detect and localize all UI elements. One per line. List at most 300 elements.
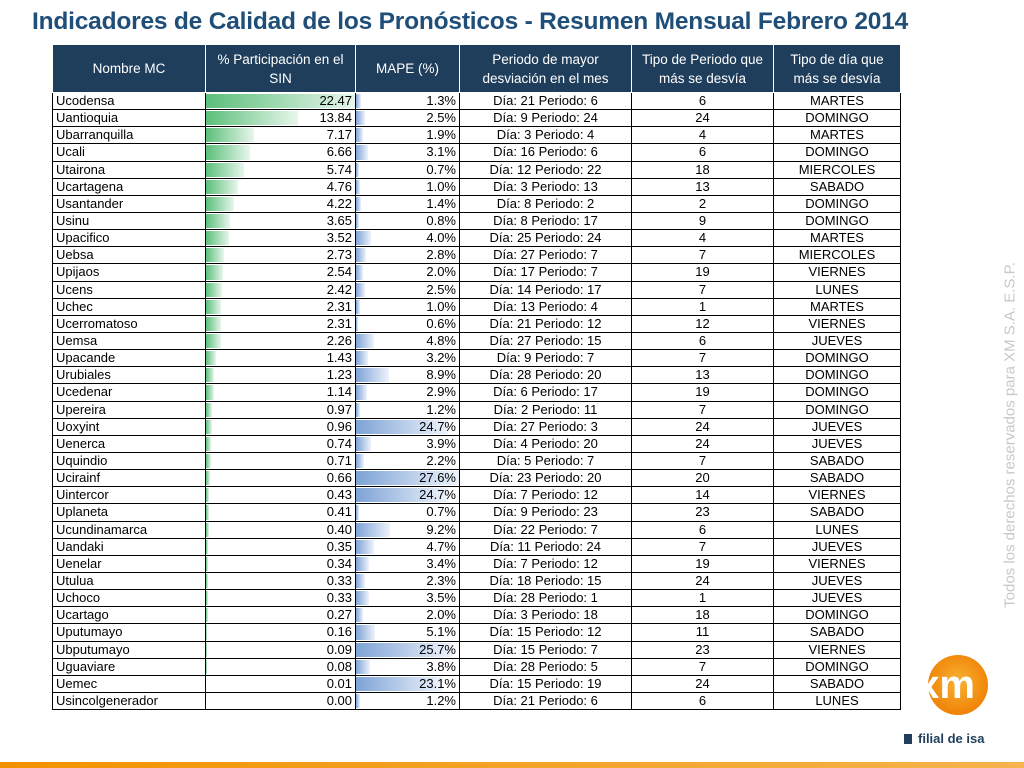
cell-mape-value: 2.9% [426,384,456,400]
table-row [53,298,901,315]
cell-mape-value: 2.0% [426,264,456,280]
participation-databar [206,334,221,348]
cell-periodo: Día: 21 Periodo: 6 [460,692,632,709]
cell-participacion-value: 0.00 [326,692,352,708]
participation-databar [206,437,211,451]
cell-tipo-periodo: 2 [632,195,774,212]
cell-participacion-value: 7.17 [326,127,352,143]
cell-participacion-value: 1.23 [326,367,352,383]
cell-participacion [206,212,356,229]
table-row [53,178,901,195]
cell-participacion-value: 0.41 [326,504,352,520]
table-row [53,572,901,589]
cell-tipo-periodo: 6 [632,93,774,110]
mape-databar [356,180,360,194]
cell-nombre-mc: Ubarranquilla [53,127,206,144]
mape-databar [356,231,371,245]
header-periodo-desviacion[interactable]: Periodo de mayor desviación en el mes [460,45,632,93]
cell-periodo: Día: 2 Periodo: 11 [460,401,632,418]
cell-mape [356,521,460,538]
cell-mape [356,692,460,709]
participation-databar [206,180,238,194]
participation-databar [206,128,254,142]
cell-participacion-value: 0.16 [326,624,352,640]
cell-periodo: Día: 8 Periodo: 2 [460,195,632,212]
cell-tipo-periodo: 19 [632,555,774,572]
participation-databar [206,625,207,639]
cell-periodo: Día: 28 Periodo: 5 [460,658,632,675]
table-body [53,93,901,710]
cell-mape-value: 24.7% [419,418,456,434]
mape-databar [356,557,369,571]
cell-participacion [206,658,356,675]
cell-tipo-periodo: 18 [632,607,774,624]
cell-participacion [206,692,356,709]
cell-mape [356,281,460,298]
mape-databar [356,145,368,159]
table-row [53,487,901,504]
participation-databar [206,351,216,365]
cell-mape [356,538,460,555]
header-tipo-periodo[interactable]: Tipo de Periodo que más se desvía [632,45,774,93]
participation-databar [206,591,208,605]
cell-mape [356,384,460,401]
cell-tipo-periodo: 14 [632,487,774,504]
cell-periodo: Día: 27 Periodo: 3 [460,418,632,435]
cell-mape [356,350,460,367]
cell-periodo: Día: 7 Periodo: 12 [460,487,632,504]
cell-mape [356,624,460,641]
table-row [53,641,901,658]
cell-nombre-mc: Upijaos [53,264,206,281]
logo-text: xm [917,663,975,707]
cell-participacion-value: 2.31 [326,315,352,331]
cell-participacion-value: 2.26 [326,333,352,349]
cell-tipo-dia: SABADO [774,624,901,641]
cell-nombre-mc: Usincolgenerador [53,692,206,709]
table-row [53,212,901,229]
cell-participacion-value: 0.35 [326,538,352,554]
cell-participacion [206,470,356,487]
cell-participacion-value: 4.22 [326,195,352,211]
participation-databar [206,505,209,519]
cell-mape [356,487,460,504]
cell-mape [356,435,460,452]
cell-mape-value: 3.4% [426,555,456,571]
mape-databar [356,128,363,142]
cell-mape [356,504,460,521]
participation-databar [206,540,208,554]
cell-participacion [206,521,356,538]
cell-nombre-mc: Upacifico [53,230,206,247]
table-row [53,350,901,367]
cell-mape [356,212,460,229]
cell-participacion [206,281,356,298]
participation-databar [206,300,221,314]
participation-databar [206,643,207,657]
cell-nombre-mc: Uplaneta [53,504,206,521]
cell-mape [356,127,460,144]
participation-databar [206,420,212,434]
cell-nombre-mc: Ucartago [53,607,206,624]
cell-periodo: Día: 9 Periodo: 23 [460,504,632,521]
cell-nombre-mc: Urubiales [53,367,206,384]
cell-nombre-mc: Ucodensa [53,93,206,110]
cell-mape [356,658,460,675]
cell-mape-value: 0.8% [426,213,456,229]
xm-logo [902,654,990,716]
cell-mape [356,247,460,264]
cell-periodo: Día: 12 Periodo: 22 [460,161,632,178]
cell-periodo: Día: 5 Periodo: 7 [460,452,632,469]
cell-tipo-periodo: 24 [632,418,774,435]
participation-databar [206,488,209,502]
mape-databar [356,625,375,639]
cell-tipo-periodo: 19 [632,264,774,281]
cell-tipo-dia: LUNES [774,521,901,538]
cell-mape-value: 3.5% [426,590,456,606]
cell-nombre-mc: Ucedenar [53,384,206,401]
cell-periodo: Día: 3 Periodo: 13 [460,178,632,195]
header-nombre-mc[interactable]: Nombre MC [53,45,206,93]
forecast-table-container [52,44,900,710]
mape-databar [356,574,365,588]
cell-tipo-periodo: 23 [632,504,774,521]
table-row [53,470,901,487]
cell-tipo-periodo: 1 [632,590,774,607]
cell-nombre-mc: Utairona [53,161,206,178]
bottom-accent-line [0,762,1024,768]
cell-periodo: Día: 28 Periodo: 20 [460,367,632,384]
cell-participacion-value: 0.71 [326,453,352,469]
cell-tipo-dia: LUNES [774,692,901,709]
cell-participacion [206,675,356,692]
mape-databar [356,505,359,519]
participation-databar [206,248,224,262]
cell-mape-value: 2.2% [426,453,456,469]
participation-databar [206,111,298,125]
table-row [53,401,901,418]
cell-participacion-value: 0.74 [326,435,352,451]
cell-tipo-dia: JUEVES [774,418,901,435]
cell-periodo: Día: 15 Periodo: 19 [460,675,632,692]
cell-tipo-dia: DOMINGO [774,384,901,401]
cell-tipo-dia: VIERNES [774,264,901,281]
cell-participacion-value: 4.76 [326,178,352,194]
cell-tipo-periodo: 1 [632,298,774,315]
cell-mape [356,110,460,127]
cell-tipo-dia: DOMINGO [774,607,901,624]
cell-mape [356,418,460,435]
cell-periodo: Día: 17 Periodo: 7 [460,264,632,281]
cell-participacion-value: 0.33 [326,573,352,588]
header-participacion[interactable]: % Participación en el SIN [206,45,356,93]
cell-tipo-dia: DOMINGO [774,110,901,127]
mape-databar [356,385,367,399]
cell-nombre-mc: Uebsa [53,247,206,264]
cell-mape [356,401,460,418]
cell-tipo-periodo: 12 [632,315,774,332]
cell-mape-value: 3.9% [426,435,456,451]
cell-participacion-value: 1.14 [326,384,352,400]
cell-tipo-dia: DOMINGO [774,367,901,384]
cell-mape-value: 25.7% [419,641,456,657]
participation-databar [206,214,230,228]
cell-tipo-periodo: 7 [632,350,774,367]
cell-nombre-mc: Uintercor [53,487,206,504]
cell-periodo: Día: 21 Periodo: 12 [460,315,632,332]
cell-tipo-dia: DOMINGO [774,212,901,229]
cell-tipo-dia: VIERNES [774,315,901,332]
table-row [53,230,901,247]
cell-mape [356,572,460,589]
cell-tipo-periodo: 9 [632,212,774,229]
table-row [53,607,901,624]
cell-nombre-mc: Uchoco [53,590,206,607]
table-row [53,658,901,675]
participation-databar [206,145,250,159]
cell-mape-value: 2.3% [426,573,456,588]
cell-nombre-mc: Upereira [53,401,206,418]
mape-databar [356,660,370,674]
cell-nombre-mc: Utulua [53,572,206,589]
forecast-quality-table [52,44,901,710]
cell-participacion [206,624,356,641]
participation-databar [206,197,234,211]
cell-participacion-value: 0.96 [326,418,352,434]
cell-periodo: Día: 3 Periodo: 4 [460,127,632,144]
mape-databar [356,197,361,211]
cell-participacion [206,161,356,178]
cell-nombre-mc: Ucerromatoso [53,315,206,332]
cell-participacion [206,315,356,332]
cell-periodo: Día: 21 Periodo: 6 [460,93,632,110]
header-tipo-dia[interactable]: Tipo de día que más se desvía [774,45,901,93]
cell-nombre-mc: Usantander [53,195,206,212]
cell-tipo-periodo: 7 [632,538,774,555]
cell-participacion [206,178,356,195]
participation-databar [206,163,244,177]
participation-databar [206,557,208,571]
table-row [53,675,901,692]
cell-participacion [206,418,356,435]
cell-tipo-dia: MARTES [774,230,901,247]
table-row [53,504,901,521]
table-row [53,538,901,555]
cell-periodo: Día: 6 Periodo: 17 [460,384,632,401]
table-header-row [53,45,901,93]
cell-tipo-periodo: 7 [632,658,774,675]
cell-periodo: Día: 8 Periodo: 17 [460,212,632,229]
participation-databar [206,385,214,399]
table-row [53,452,901,469]
table-row [53,264,901,281]
participation-databar [206,283,222,297]
cell-tipo-dia: MARTES [774,127,901,144]
cell-mape [356,144,460,161]
mape-databar [356,283,365,297]
cell-mape [356,195,460,212]
cell-periodo: Día: 16 Periodo: 6 [460,144,632,161]
participation-databar [206,574,208,588]
mape-databar [356,111,365,125]
table-row [53,195,901,212]
mape-databar [356,454,364,468]
cell-mape-value: 2.0% [426,607,456,623]
cell-mape [356,93,460,110]
cell-participacion-value: 0.34 [326,555,352,571]
cell-participacion [206,590,356,607]
cell-participacion-value: 3.65 [326,213,352,229]
mape-databar [356,214,359,228]
isa-square-icon [904,734,912,744]
cell-tipo-periodo: 23 [632,641,774,658]
cell-mape-value: 4.0% [426,230,456,246]
cell-participacion [206,230,356,247]
cell-participacion [206,350,356,367]
cell-tipo-dia: DOMINGO [774,195,901,212]
cell-participacion [206,504,356,521]
filial-label [904,731,984,746]
header-mape[interactable]: MAPE (%) [356,45,460,93]
cell-tipo-dia: MARTES [774,298,901,315]
cell-mape [356,178,460,195]
cell-periodo: Día: 7 Periodo: 12 [460,555,632,572]
mape-databar [356,351,368,365]
cell-participacion-value: 13.84 [319,110,352,126]
cell-nombre-mc: Uoxyint [53,418,206,435]
mape-databar [356,591,369,605]
cell-mape [356,332,460,349]
cell-tipo-periodo: 6 [632,521,774,538]
cell-periodo: Día: 22 Periodo: 7 [460,521,632,538]
table-row [53,281,901,298]
cell-nombre-mc: Ucartagena [53,178,206,195]
cell-participacion [206,264,356,281]
participation-databar [206,368,214,382]
cell-tipo-periodo: 13 [632,178,774,195]
cell-mape-value: 8.9% [426,367,456,383]
cell-mape-value: 4.8% [426,333,456,349]
cell-tipo-dia: SABADO [774,178,901,195]
participation-databar [206,403,212,417]
cell-tipo-periodo: 24 [632,675,774,692]
table-row [53,161,901,178]
cell-participacion-value: 22.47 [319,93,352,109]
cell-tipo-periodo: 7 [632,281,774,298]
cell-periodo: Día: 27 Periodo: 15 [460,332,632,349]
cell-mape [356,607,460,624]
table-row [53,144,901,161]
cell-tipo-periodo: 13 [632,367,774,384]
cell-tipo-periodo: 6 [632,332,774,349]
cell-tipo-periodo: 24 [632,435,774,452]
table-row [53,127,901,144]
cell-participacion-value: 2.54 [326,264,352,280]
copyright-watermark: Todos los derechos reservados para XM S.A. E.S.P. [1001,262,1019,608]
table-row [53,110,901,127]
cell-tipo-dia: LUNES [774,281,901,298]
cell-tipo-dia: VIERNES [774,641,901,658]
cell-nombre-mc: Uenerca [53,435,206,452]
cell-participacion-value: 0.66 [326,470,352,486]
cell-tipo-periodo: 18 [632,161,774,178]
cell-periodo: Día: 23 Periodo: 20 [460,470,632,487]
cell-tipo-dia: MARTES [774,93,901,110]
cell-participacion-value: 0.08 [326,658,352,674]
cell-tipo-periodo: 7 [632,452,774,469]
cell-participacion [206,555,356,572]
cell-tipo-dia: MIERCOLES [774,161,901,178]
cell-participacion-value: 0.97 [326,401,352,417]
mape-databar [356,265,363,279]
cell-mape-value: 0.7% [426,161,456,177]
cell-participacion [206,332,356,349]
cell-nombre-mc: Upacande [53,350,206,367]
cell-periodo: Día: 13 Periodo: 4 [460,298,632,315]
page-title: Indicadores de Calidad de los Pronósticos - Resumen Mensual Febrero 2014 [32,8,909,35]
mape-databar [356,437,371,451]
cell-mape [356,675,460,692]
cell-periodo: Día: 28 Periodo: 1 [460,590,632,607]
cell-participacion [206,247,356,264]
cell-tipo-dia: JUEVES [774,538,901,555]
table-row [53,418,901,435]
participation-databar [206,265,223,279]
cell-mape [356,641,460,658]
table-row [53,93,901,110]
cell-participacion-value: 2.73 [326,247,352,263]
cell-participacion [206,401,356,418]
cell-mape-value: 0.7% [426,504,456,520]
cell-mape-value: 1.3% [426,93,456,109]
cell-mape [356,452,460,469]
cell-nombre-mc: Ucens [53,281,206,298]
cell-mape [356,264,460,281]
cell-participacion-value: 0.33 [326,590,352,606]
table-row [53,435,901,452]
cell-mape [356,230,460,247]
cell-nombre-mc: Uchec [53,298,206,315]
cell-nombre-mc: Ucundinamarca [53,521,206,538]
participation-databar [206,608,208,622]
cell-participacion-value: 6.66 [326,144,352,160]
cell-mape-value: 1.9% [426,127,456,143]
cell-periodo: Día: 15 Periodo: 12 [460,624,632,641]
cell-tipo-dia: SABADO [774,452,901,469]
cell-participacion-value: 0.27 [326,607,352,623]
cell-tipo-periodo: 11 [632,624,774,641]
cell-tipo-dia: JUEVES [774,572,901,589]
mape-databar [356,540,374,554]
cell-participacion [206,641,356,658]
mape-databar [356,694,360,708]
cell-mape-value: 2.5% [426,281,456,297]
cell-participacion-value: 0.43 [326,487,352,503]
cell-tipo-dia: JUEVES [774,590,901,607]
participation-databar [206,660,207,674]
cell-participacion [206,144,356,161]
cell-mape-value: 4.7% [426,538,456,554]
table-row [53,247,901,264]
table-row [53,315,901,332]
mape-databar [356,163,359,177]
table-row [53,367,901,384]
table-row [53,692,901,709]
cell-mape [356,298,460,315]
cell-participacion [206,435,356,452]
mape-databar [356,403,360,417]
